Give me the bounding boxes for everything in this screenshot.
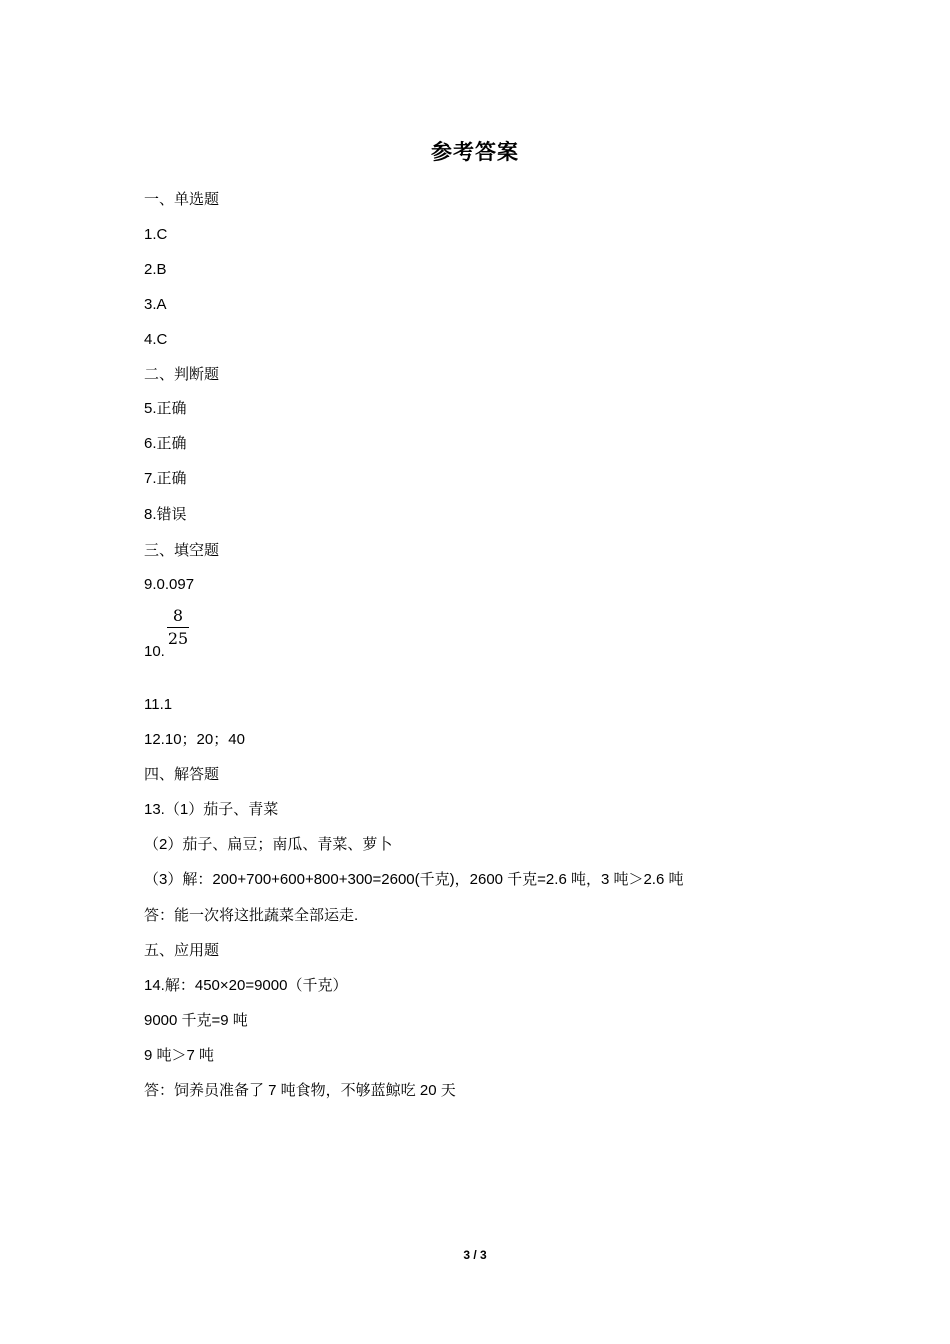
section-heading-solve: 四、解答题	[144, 766, 220, 783]
answer-10-label: 10.	[144, 643, 165, 660]
page-number: 3 / 3	[463, 1248, 487, 1262]
answer-line-14-step-1: 14.解：450×20=9000（千克）	[144, 977, 348, 994]
answer-line-4: 4.C	[144, 331, 168, 348]
page-title: 参考答案	[431, 140, 519, 164]
answer-line-7: 7.正确	[144, 470, 187, 487]
answer-line-14-step-2: 9000 千克=9 吨	[144, 1012, 248, 1029]
section-heading-fill-blank: 三、填空题	[144, 542, 220, 559]
section-heading-application: 五、应用题	[144, 942, 220, 959]
answer-line-9: 9.0.097	[144, 576, 195, 593]
section-heading-single-choice: 一、单选题	[144, 191, 220, 208]
answer-line-1: 1.C	[144, 226, 168, 243]
answer-line-13-3: （3）解：200+700+600+800+300=2600(千克)，2600 千克=2.6 吨，3 吨＞2.6 吨	[144, 871, 684, 888]
answer-line-11: 11.1	[144, 696, 173, 713]
answer-line-12: 12.10；20；40	[144, 731, 245, 748]
answer-line-13-conclusion: 答：能一次将这批蔬菜全部运走.	[144, 907, 359, 924]
answer-line-6: 6.正确	[144, 435, 187, 452]
answer-line-13-2: （2）茄子、扁豆；南瓜、青菜、萝卜	[144, 836, 393, 853]
answer-line-8: 8.错误	[144, 506, 187, 523]
answer-line-2: 2.B	[144, 261, 167, 278]
answer-line-14-step-3: 9 吨＞7 吨	[144, 1047, 215, 1064]
answer-line-14-conclusion: 答：饲养员准备了 7 吨食物，不够蓝鲸吃 20 天	[144, 1082, 456, 1099]
answer-line-13-1: 13.（1）茄子、青菜	[144, 801, 279, 818]
section-heading-true-false: 二、判断题	[144, 366, 220, 383]
answer-line-3: 3.A	[144, 296, 167, 313]
fraction	[167, 606, 189, 649]
fraction-denominator: 25	[167, 629, 189, 648]
fraction-numerator: 8	[167, 606, 189, 628]
answer-line-5: 5.正确	[144, 400, 187, 417]
